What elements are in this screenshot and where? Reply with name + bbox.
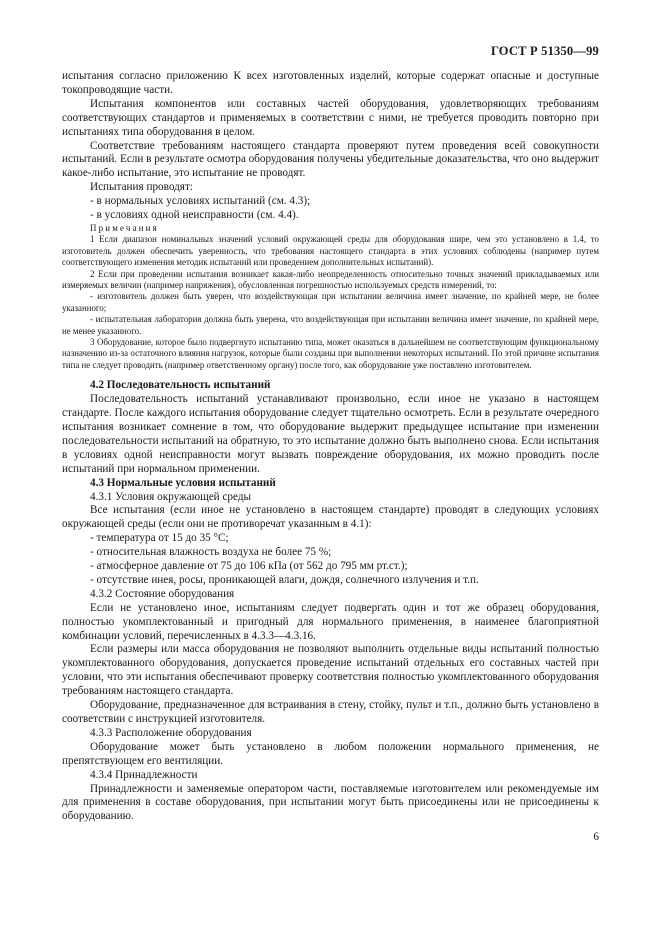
body-paragraph: Если размеры или масса оборудования не позволяют выполнить отдельные виды испытаний полностью укомплектованного оборудования, допускается проведение испытаний отдельных его составных частей при условии, что эти испытания обеспечивают проверку соответствия полностью укомплектованного оборудования требованиям настоящего стандарта.: [62, 643, 599, 698]
body-paragraph: [62, 371, 599, 379]
page-number: 6: [593, 831, 599, 843]
body-paragraph: - в нормальных условиях испытаний (см. 4.3);: [90, 195, 311, 208]
body-paragraph: 4.3.2 Состояние оборудования: [90, 587, 235, 600]
document-body: [62, 70, 599, 824]
document-header: ГОСТ Р 51350—99: [490, 44, 599, 58]
body-paragraph: Испытания компонентов или составных частей оборудования, удовлетворяющих требованиям соответствующих стандартов и применяемых в соответствии с ними, не требуется проводить повторно при испытаниях типа оборудования в целом.: [62, 97, 599, 138]
body-paragraph: - относительная влажность воздуха не более 75 %;: [90, 546, 332, 559]
note-paragraph: 3 Оборудование, которое было подвергнуто испытанию типа, может оказаться в дальнейшем не соответствующим функциональному назначению из-за остаточного влияния нагрузок, которые были созданы при выполнении некоторых испытаний. По этой причине испытания типа не следует проводить (например ответственному органу) после того, как оборудование уже поставлено изготовителем.: [62, 337, 599, 370]
body-paragraph: Соответствие требованиям настоящего стандарта проверяют путем проведения всей совокупности испытаний. Если в результате осмотра оборудования получены убедительные доказательства, что оно выдержит какое-либо испытание, это испытание не проводят.: [62, 139, 599, 180]
body-paragraph: Если не установлено иное, испытаниям следует подвергать один и тот же образец оборудования, полностью укомплектованный и пригодный для нормального применения, в наименее благоприятной комбинации условий, перечисленных в 4.3.3—4.3.16.: [62, 601, 599, 642]
note-paragraph: - испытательная лаборатория должна быть уверена, что воздействующая при испытании величина имеет значение, по крайней мере, не менее указанного.: [62, 314, 599, 336]
body-paragraph: Оборудование, предназначенное для встраивания в стену, стойку, пульт и т.п., должно быть установлено в соответствии с инструкцией изготовителя.: [62, 699, 599, 725]
body-paragraph: - температура от 15 до 35 °С;: [90, 532, 229, 545]
note-paragraph: 2 Если при проведении испытания возникает какая-либо неопределенность относительно точных значений прикладываемых или измеряемых величин (например напряжения), обусловленная погрешностью используемых средств измерений, то:: [62, 268, 599, 290]
body-paragraph: 4.3.3 Расположение оборудования: [90, 726, 252, 739]
body-paragraph: - в условиях одной неисправности (см. 4.4).: [90, 209, 299, 222]
note-paragraph: Примечания: [90, 222, 159, 233]
body-paragraph: - отсутствие инея, росы, проникающей влаги, дождя, солнечного излучения и т.п.: [90, 573, 479, 586]
section-heading: 4.3 Нормальные условия испытаний: [90, 476, 276, 489]
body-paragraph: Последовательность испытаний устанавливают произвольно, если иное не указано в настоящем стандарте. После каждого испытания оборудование следует тщательно осмотреть. Если в результате очередного испытания возникает сомнение в том, что оборудование выдержит предыдущее испытание при изменении последовательности испытаний на обратную, то это испытание должно быть выполнено снова. Если испытания в условиях одной неисправности могут вызвать повреждение оборудования, их можно проводить после испытаний при нормальном применении.: [62, 393, 599, 475]
body-paragraph: испытания согласно приложению К всех изготовленных изделий, которые содержат опасные и доступные токопроводящие части.: [62, 70, 599, 96]
body-paragraph: 4.3.4 Принадлежности: [90, 768, 198, 781]
note-paragraph: 1 Если диапазон номинальных значений условий окружающей среды для оборудования шире, чем это установлено в 1.4, то изготовитель должен обеспечить уверенность, что требования настоящего стандарта в этих условиях соблюдены (например путем соответствующего изменения методик испытаний или проведением дополнительных испытаний).: [62, 234, 599, 268]
body-paragraph: Принадлежности и заменяемые оператором части, поставляемые изготовителем или рекомендуемые им для применения в составе оборудования, при испытании могут быть присоединены или не присоединены к оборудованию.: [62, 782, 599, 823]
body-paragraph: - атмосферное давление от 75 до 106 кПа (от 562 до 795 мм рт.ст.);: [90, 560, 408, 573]
body-paragraph: Все испытания (если иное не установлено в настоящем стандарте) проводят в следующих условиях окружающей среды (если они не противоречат указанным в 4.1):: [62, 504, 599, 531]
body-paragraph: Оборудование может быть установлено в любом положении нормального применения, не препятствующем его вентиляции.: [62, 740, 599, 767]
section-heading: 4.2 Последовательность испытаний: [90, 379, 271, 392]
body-paragraph: Испытания проводят:: [90, 181, 193, 194]
body-paragraph: 4.3.1 Условия окружающей среды: [90, 490, 252, 503]
note-paragraph: - изготовитель должен быть уверен, что воздействующая при испытании величина имеет значение, по крайней мере, не более указанного;: [62, 291, 599, 313]
